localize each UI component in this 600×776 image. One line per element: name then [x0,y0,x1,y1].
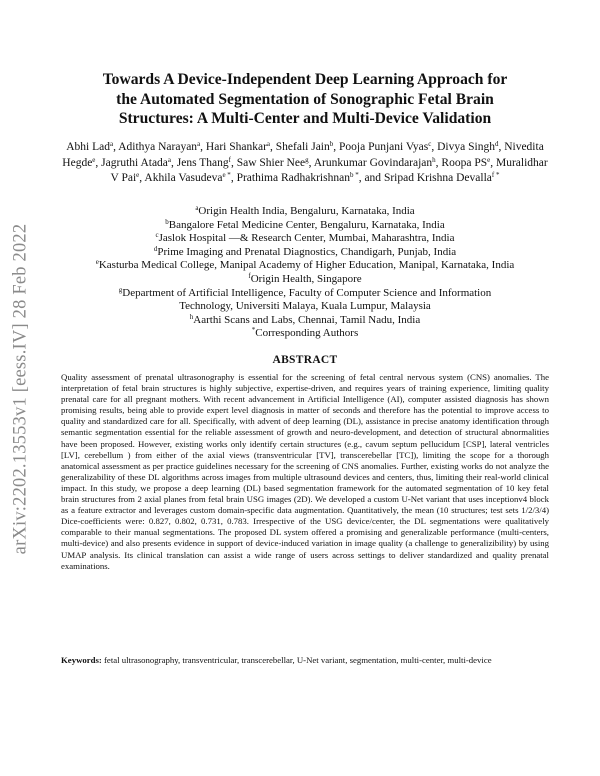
affiliation-mark: a [195,204,199,212]
affiliation-text: Aarthi Scans and Labs, Chennai, Tamil Nadu, India [193,313,421,326]
author-affiliation-mark: a [167,155,172,164]
author-affiliation-mark: c [428,140,432,148]
author-separator: , [171,156,177,169]
author-affiliation-mark: e [136,171,140,180]
author-affiliation-mark: b [329,140,334,148]
author-list [62,140,548,187]
title-line-3: Structures: A Multi-Center and Multi-Device Validation [118,110,492,127]
author-name: Adithya Narayan [118,141,198,153]
author-separator: , [308,156,314,169]
author-separator: , [435,156,442,169]
affiliation-text: Kasturba Medical College, Manipal Academy of Higher Education, Manipal, Karnataka, India [98,259,515,272]
affiliation-line [52,314,558,328]
author-name: Divya Singh [437,141,495,153]
author-affiliation-mark: a [197,140,201,148]
affiliation-list [52,205,558,341]
author-affiliation-mark: e [92,155,96,164]
arxiv-sidebar-stamp [6,204,36,574]
arxiv-identifier[interactable]: arXiv:2202.13553v1 [eess.IV] 28 Feb 2022 [10,223,31,555]
affiliation-line [52,300,558,314]
abstract-body: Quality assessment of prenatal ultrasonography is essential for the screening of fetal central nervous system (CNS) anomalies. The interpretation of fetal brain structures is highly subjective, expertise-driven, and requires years of training experience, limiting quality prenatal care for all pregnant mothers. With recent advancement in Artificial Intelligence (AI), computer assisted diagnosis has shown promising results, being able to provide expert level diagnosis in matter of seconds and therefore has the potential to improve access to quality and standardized care for all. Specifically, with advent of deep learning (DL), assistance in precise anatomy identification through semantic segmentation essential for the reliable assessment of growth and neuro-development, and detection of structural abnormalities have been proposed. However, existing works only identify certain structures (e.g., cavum septum pellucidum [CSP], lateral ventricles [LV], cerebellum ) from either of the axial views (transventricular [TV], transcerebellar [TC]), limiting the scope for a thorough anatomical assessment as per practice guidelines necessary for the screening of CNS anomalies. Further, existing works do not analyze the generalizability of these DL algorithms across images from multiple ultrasound devices and centers, thus, limiting their real-world clinical impact. In this study, we propose a deep learning (DL) based segmentation framework for the automated segmentation of 10 key fetal brain structures from 2 axial planes from fetal brain USG images (2D). We developed a custom U-Net variant that uses inceptionv4 block as a feature extractor and leverages custom domain-specific data augmentation. Quantitatively, the mean (10 structures; test sets 1/2/3/4) Dice-coefficients were: 0.827, 0.802, 0.731, 0.783. Irrespective of the USG device/center, the DL segmentations were qualitatively comparable to their manual segmentations. The proposed DL system offered a promising and generalizable performance (multi-centers, multi-device) and also presents evidence in support of device-induced variation in image quality (a challenge to generalizibility) by using UMAP analysis. Its clinical translation can assist a wide range of users across settings to deliver standardized and quality prenatal examinations. [61,372,549,571]
author-affiliation-mark: e * [222,171,231,180]
author-affiliation-mark: h [432,155,436,164]
author-separator: , [270,141,276,153]
author-name: Shefali Jain [275,141,330,153]
affiliation-mark: e [95,258,99,267]
author-name: Roopa PS [441,156,488,169]
keywords-text: fetal ultrasonography, transventricular, transcerebellar, U-Net variant, segmentation, multi-center, multi-device [104,655,492,665]
affiliation-line [52,205,558,219]
author-name: Pooja Punjani Vyas [339,141,429,153]
affiliation-text: Origin Health India, Bengaluru, Karnataka, India [198,205,415,217]
affiliation-mark: * [251,326,256,335]
author-affiliation-mark: e [487,155,491,164]
author-separator: , [113,141,119,153]
author-separator: , [139,172,145,185]
affiliation-mark: f [248,271,251,280]
affiliation-line [52,232,558,246]
affiliation-line [52,246,558,260]
affiliation-mark: d [153,244,158,253]
author-affiliation-mark: b * [349,171,359,180]
paper-title [60,70,550,129]
author-name: Jagruthi Atada [101,156,168,169]
affiliation-mark: b [165,217,169,226]
affiliation-text: Jaslok Hospital —& Research Center, Mumbai, Maharashtra, India [158,232,455,245]
keywords-label: Keywords: [61,655,102,665]
affiliation-text: Prime Imaging and Prenatal Diagnostics, Chandigarh, Punjab, India [157,245,457,258]
author-affiliation-mark: a [109,140,114,148]
author-separator: , [95,156,102,169]
author-name: Akhila Vasudeva [144,172,223,185]
author-separator: , [230,156,237,169]
author-affiliation-mark: f [228,155,231,164]
affiliation-line [52,273,558,287]
title-line-1: Towards A Device-Independent Deep Learning Approach for [102,71,508,88]
affiliation-text: Technology, Universiti Malaya, Kuala Lumpur, Malaysia [179,300,431,313]
author-name: Hari Shankar [205,141,267,153]
author-affiliation-mark: a [266,140,271,148]
affiliation-text: Bangalore Fetal Medicine Center, Bengaluru, Karnataka, India [168,218,445,231]
author-affiliation-mark: d [494,140,499,148]
author-name: Nivedita Hegde [62,141,544,169]
author-separator: , [490,156,496,169]
author-separator: , [431,141,438,153]
author-separator: , [498,141,505,153]
author-separator: , [200,141,206,153]
affiliation-line [52,327,558,341]
affiliation-line [52,259,558,273]
author-name: Sripad Krishna Devalla [383,172,492,185]
affiliation-text: Department of Artificial Intelligence, Faculty of Computer Science and Information [122,286,492,299]
author-name: Prathima Radhakrishnan [236,172,350,185]
author-name: Saw Shier Nee [236,156,306,169]
affiliation-text: Origin Health, Singapore [250,272,362,285]
title-line-2: the Automated Segmentation of Sonographic Fetal Brain [116,90,494,108]
author-separator: , and [358,172,384,185]
affiliation-line [52,287,558,301]
keywords [61,655,549,666]
affiliation-mark: h [189,312,194,321]
affiliation-text: Corresponding Authors [255,327,359,340]
abstract-heading: ABSTRACT [272,354,338,366]
author-affiliation-mark: g [305,155,309,164]
author-separator: , [230,172,237,185]
author-name: Muralidhar V Pai [110,156,548,185]
author-name: Arunkumar Govindarajan [313,156,433,169]
affiliation-line [52,219,558,233]
author-name: Jens Thang [176,156,229,169]
author-affiliation-mark: f * [491,171,500,180]
author-name: Abhi Lad [66,141,110,153]
author-separator: , [333,141,340,153]
affiliation-mark: g [118,285,123,294]
affiliation-mark: c [155,231,159,240]
